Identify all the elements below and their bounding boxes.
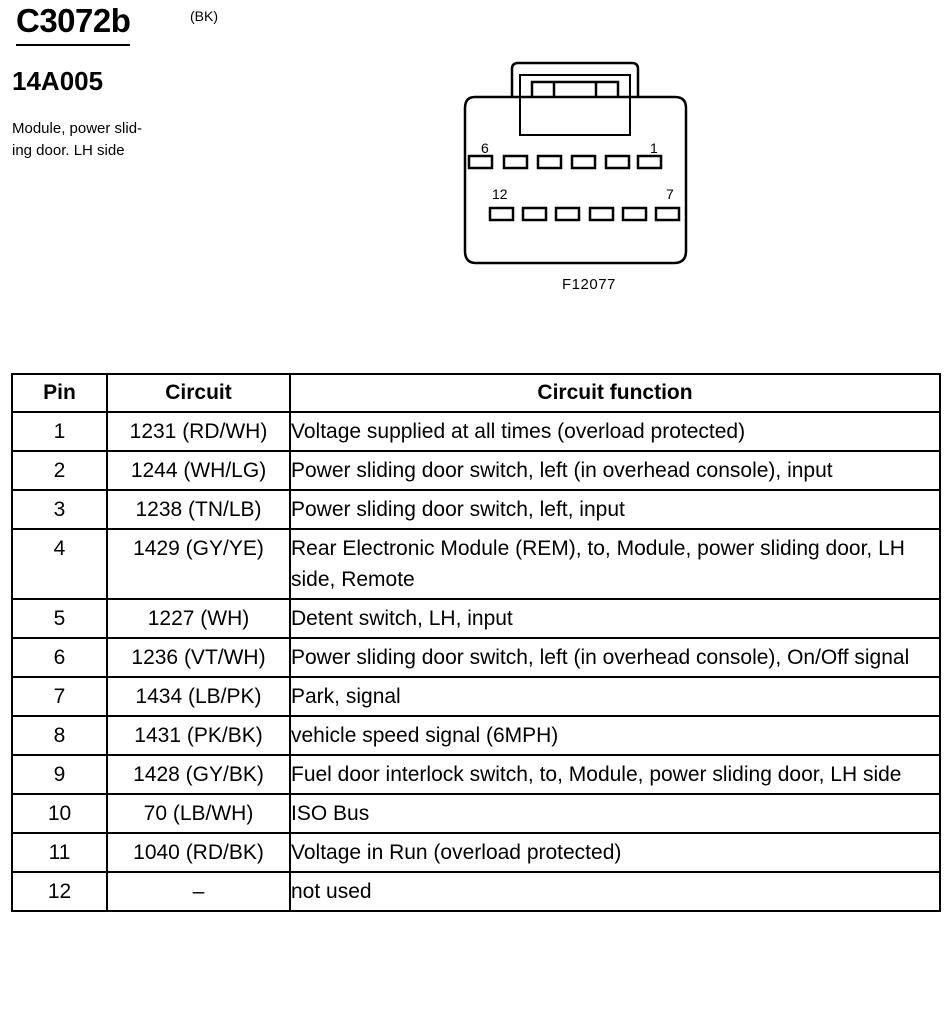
table-row (12, 833, 940, 872)
circuit-cell: 1236 (VT/WH) (107, 638, 290, 677)
pin-cell: 7 (12, 677, 107, 716)
pin-cell: 1 (12, 412, 107, 451)
description-line: Module, power slid- (12, 120, 143, 137)
circuit-cell: 1040 (RD/BK) (107, 833, 290, 872)
header-circuit: Circuit (107, 374, 290, 412)
pin-cell: 6 (12, 638, 107, 677)
pin-label-1: 1 (650, 140, 658, 156)
function-cell: Voltage supplied at all times (overload protected) (290, 412, 940, 451)
circuit-cell: 1238 (TN/LB) (107, 490, 290, 529)
table-row (12, 794, 940, 833)
pin-label-12: 12 (492, 186, 508, 202)
pin-cell: 10 (12, 794, 107, 833)
circuit-cell: 1227 (WH) (107, 599, 290, 638)
pin-cell: 2 (12, 451, 107, 490)
circuit-cell: 1428 (GY/BK) (107, 755, 290, 794)
table-row (12, 529, 940, 599)
table-row (12, 716, 940, 755)
function-cell: Voltage in Run (overload protected) (290, 833, 940, 872)
header-pin: Pin (12, 374, 107, 412)
function-cell: Power sliding door switch, left (in overhead console), input (290, 451, 940, 490)
pin-cell: 8 (12, 716, 107, 755)
pin-table (11, 373, 941, 912)
circuit-cell: 1434 (LB/PK) (107, 677, 290, 716)
table-row (12, 599, 940, 638)
pin-label-6: 6 (481, 140, 489, 156)
circuit-cell: 70 (LB/WH) (107, 794, 290, 833)
table-row (12, 638, 940, 677)
pin-cell: 3 (12, 490, 107, 529)
pin-cell: 4 (12, 529, 107, 599)
connector-id: C3072b (16, 2, 130, 46)
table-row (12, 755, 940, 794)
pin-cell: 9 (12, 755, 107, 794)
function-cell: Rear Electronic Module (REM), to, Module, power sliding door, LH side, Remote (290, 529, 940, 599)
function-cell: not used (290, 872, 940, 911)
pin-label-7: 7 (666, 186, 674, 202)
function-cell: Power sliding door switch, left (in overhead console), On/Off signal (290, 638, 940, 677)
table-row (12, 490, 940, 529)
circuit-cell: 1431 (PK/BK) (107, 716, 290, 755)
table-header-row (12, 374, 940, 412)
pin-cell: 12 (12, 872, 107, 911)
function-cell: vehicle speed signal (6MPH) (290, 716, 940, 755)
part-number: 14A005 (12, 66, 104, 96)
table-row (12, 412, 940, 451)
function-cell: Detent switch, LH, input (290, 599, 940, 638)
table-row (12, 872, 940, 911)
description-line: ing door. LH side (12, 142, 125, 159)
function-cell: Power sliding door switch, left, input (290, 490, 940, 529)
header-function: Circuit function (290, 374, 940, 412)
circuit-cell: – (107, 872, 290, 911)
circuit-cell: 1244 (WH/LG) (107, 451, 290, 490)
circuit-cell: 1429 (GY/YE) (107, 529, 290, 599)
table-row (12, 677, 940, 716)
function-cell: ISO Bus (290, 794, 940, 833)
circuit-cell: 1231 (RD/WH) (107, 412, 290, 451)
figure-label: F12077 (562, 276, 616, 293)
connector-face-diagram (450, 55, 710, 275)
color-code: (BK) (190, 8, 218, 24)
table-row (12, 451, 940, 490)
function-cell: Fuel door interlock switch, to, Module, power sliding door, LH side (290, 755, 940, 794)
description (12, 118, 182, 162)
pin-cell: 11 (12, 833, 107, 872)
pin-cell: 5 (12, 599, 107, 638)
function-cell: Park, signal (290, 677, 940, 716)
